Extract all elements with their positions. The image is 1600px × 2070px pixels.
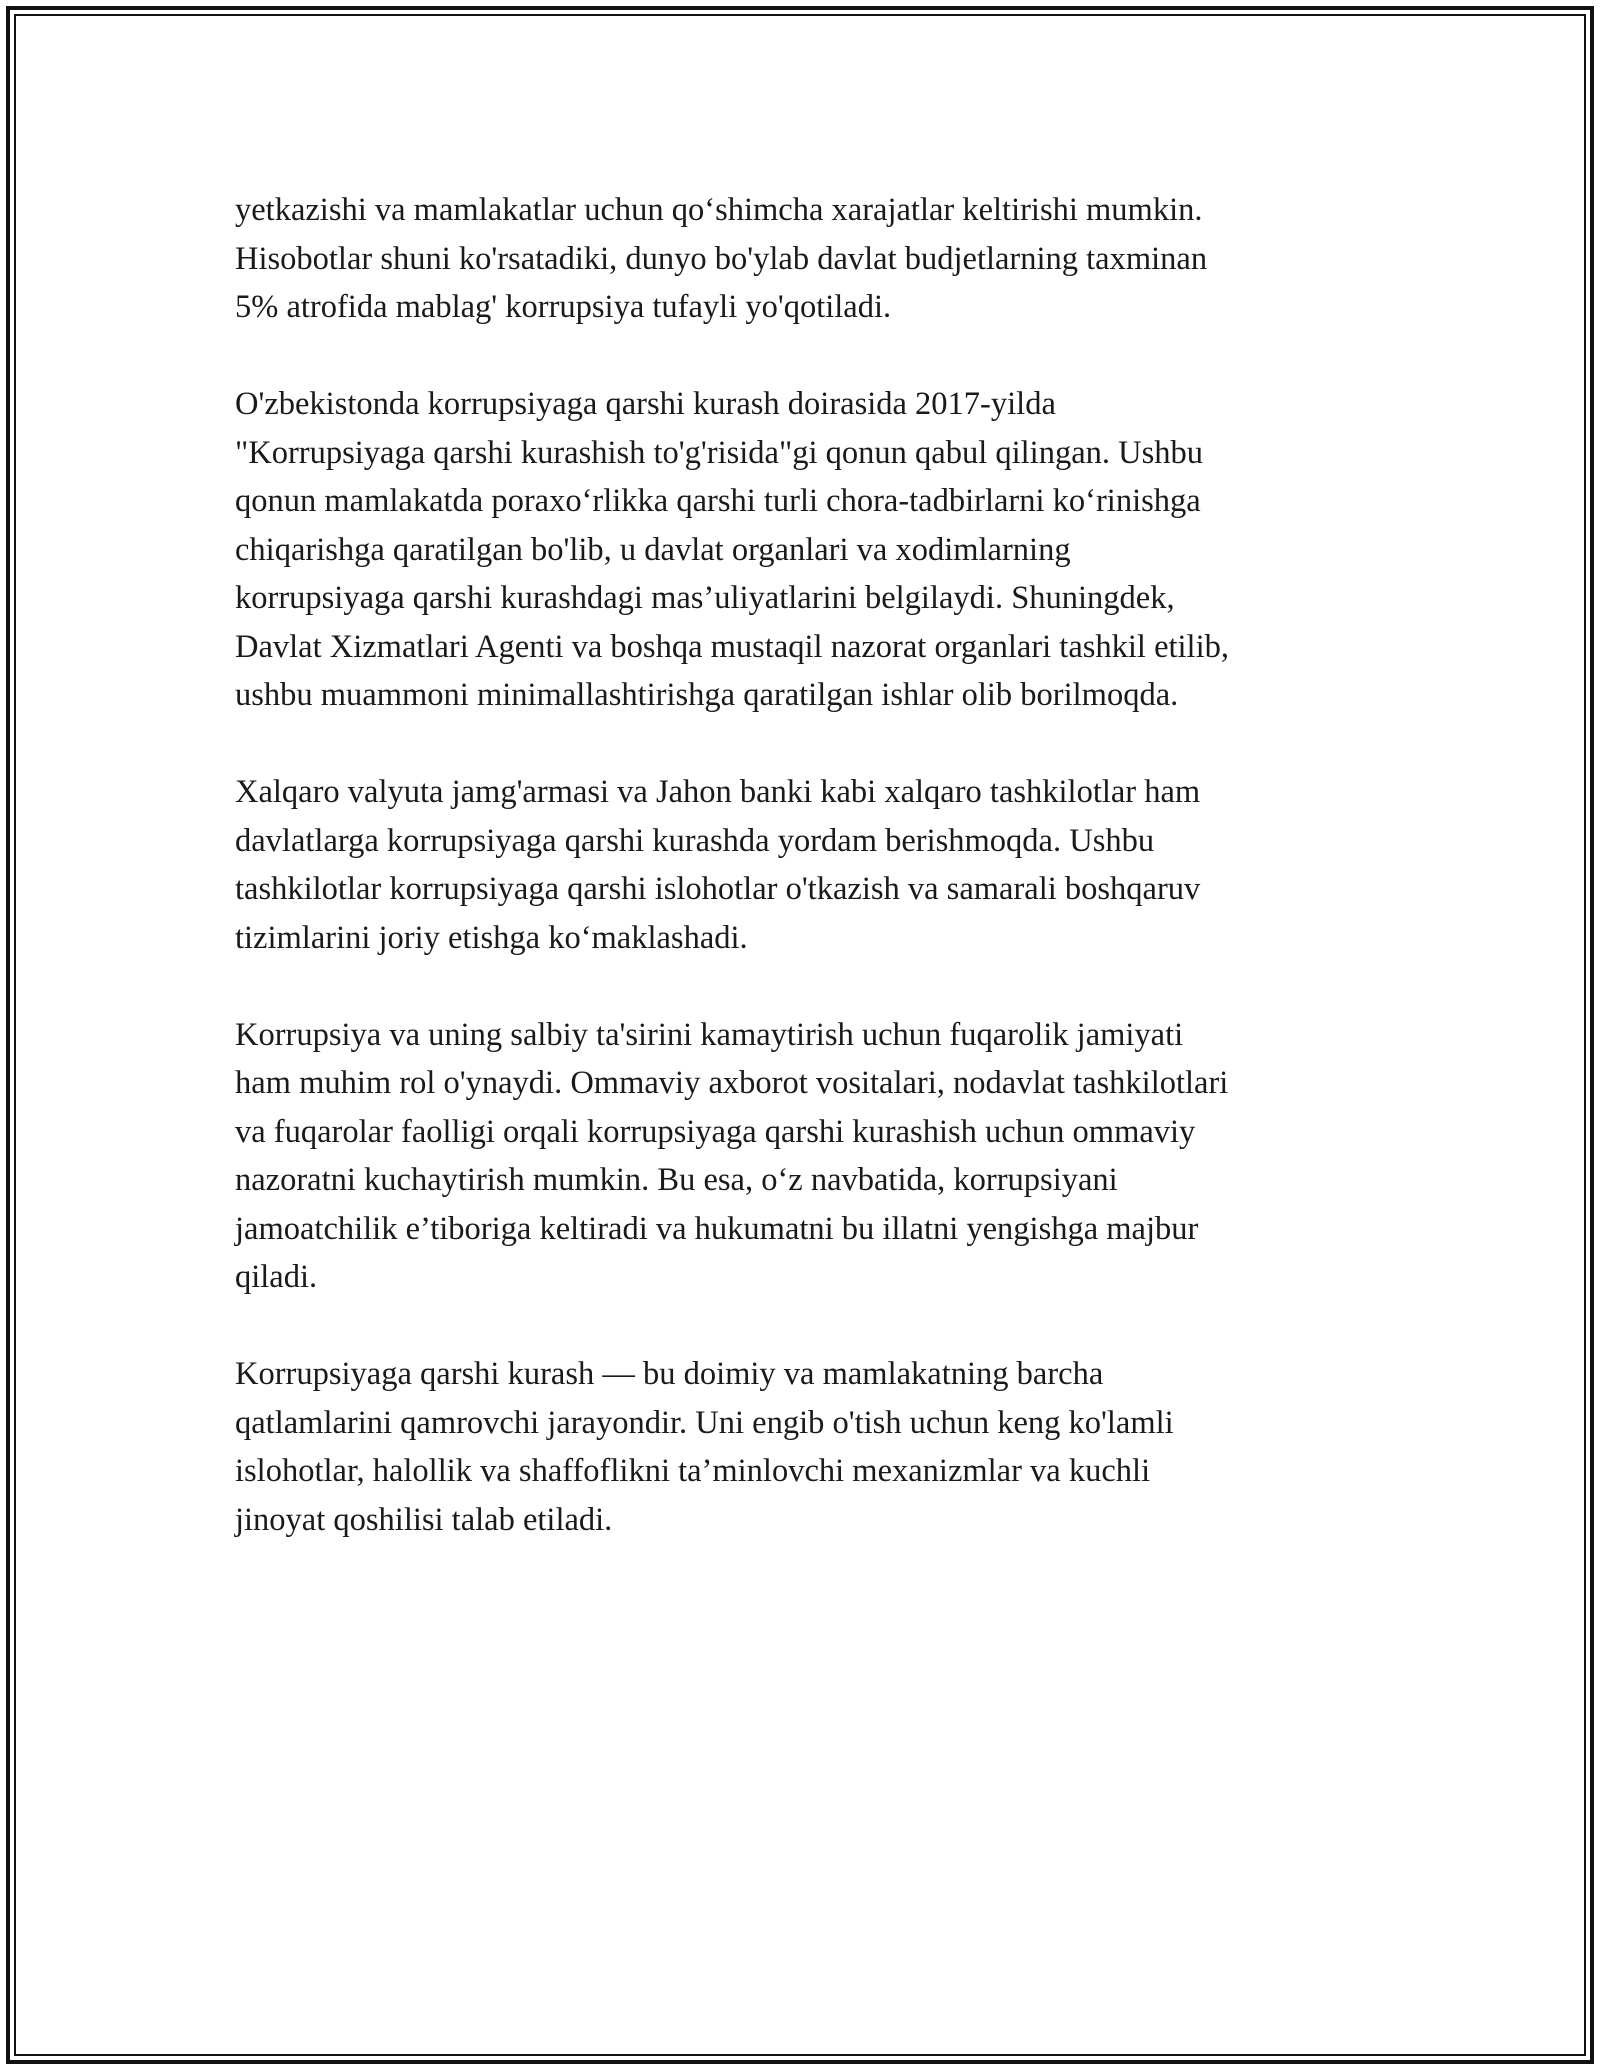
- text-line: jinoyat qoshilisi talab etiladi.: [235, 1501, 613, 1538]
- paragraph-4: [235, 1011, 1385, 1302]
- text-line: O'zbekistonda korrupsiyaga qarshi kurash doirasida 2017-yilda: [235, 386, 1056, 422]
- text-line: korrupsiyaga qarshi kurashdagi mas’uliyatlarini belgilaydi. Shuningdek,: [235, 580, 1175, 616]
- text-line: jamoatchilik e’tiboriga keltiradi va hukumatni bu illatni yengishga majbur: [235, 1210, 1199, 1247]
- text-line: chiqarishga qaratilgan bo'lib, u davlat organlari va xodimlarning: [235, 531, 1071, 568]
- text-line: 5% atrofida mablag' korrupsiya tufayli yo'qotiladi.: [235, 289, 892, 325]
- paragraph-3: [235, 768, 1385, 962]
- text-line: yetkazishi va mamlakatlar uchun qo‘shimcha xarajatlar keltirishi mumkin.: [235, 192, 1203, 228]
- text-line: ham muhim rol o'ynaydi. Ommaviy axborot vositalari, nodavlat tashkilotlari: [235, 1065, 1229, 1101]
- text-line: Davlat Xizmatlari Agenti va boshqa mustaqil nazorat organlari tashkil etilib,: [235, 628, 1229, 665]
- text-line: ushbu muammoni minimallashtirishga qaratilgan ishlar olib borilmoqda.: [235, 677, 1179, 713]
- document-body: [235, 186, 1385, 1593]
- text-line: qiladi.: [235, 1259, 318, 1295]
- paragraph-1: [235, 186, 1385, 332]
- text-line: nazoratni kuchaytirish mumkin. Bu esa, o‘z navbatida, korrupsiyani: [235, 1162, 1118, 1198]
- text-line: qatlamlarini qamrovchi jarayondir. Uni engib o'tish uchun keng ko'lamli: [235, 1404, 1174, 1441]
- text-line: Xalqaro valyuta jamg'armasi va Jahon banki kabi xalqaro tashkilotlar ham: [235, 774, 1201, 810]
- text-line: islohotlar, halollik va shaffoflikni ta’minlovchi mexanizmlar va kuchli: [235, 1453, 1151, 1489]
- paragraph-5: [235, 1350, 1385, 1544]
- text-line: tizimlarini joriy etishga ko‘maklashadi.: [235, 919, 748, 956]
- text-line: qonun mamlakatda poraxo‘rlikka qarshi turli chora-tadbirlarni ko‘rinishga: [235, 483, 1201, 519]
- text-line: va fuqarolar faolligi orqali korrupsiyaga qarshi kurashish uchun ommaviy: [235, 1113, 1196, 1150]
- text-line: davlatlarga korrupsiyaga qarshi kurashda yordam berishmoqda. Ushbu: [235, 822, 1155, 859]
- paragraph-2: [235, 380, 1385, 720]
- text-line: "Korrupsiyaga qarshi kurashish to'g'risida"gi qonun qabul qilingan. Ushbu: [235, 434, 1203, 471]
- text-line: tashkilotlar korrupsiyaga qarshi islohotlar o'tkazish va samarali boshqaruv: [235, 871, 1201, 907]
- text-line: Hisobotlar shuni ko'rsatadiki, dunyo bo'ylab davlat budjetlarning taxminan: [235, 240, 1208, 277]
- text-line: Korrupsiyaga qarshi kurash — bu doimiy va mamlakatning barcha: [235, 1356, 1104, 1392]
- text-line: Korrupsiya va uning salbiy ta'sirini kamaytirish uchun fuqarolik jamiyati: [235, 1016, 1184, 1053]
